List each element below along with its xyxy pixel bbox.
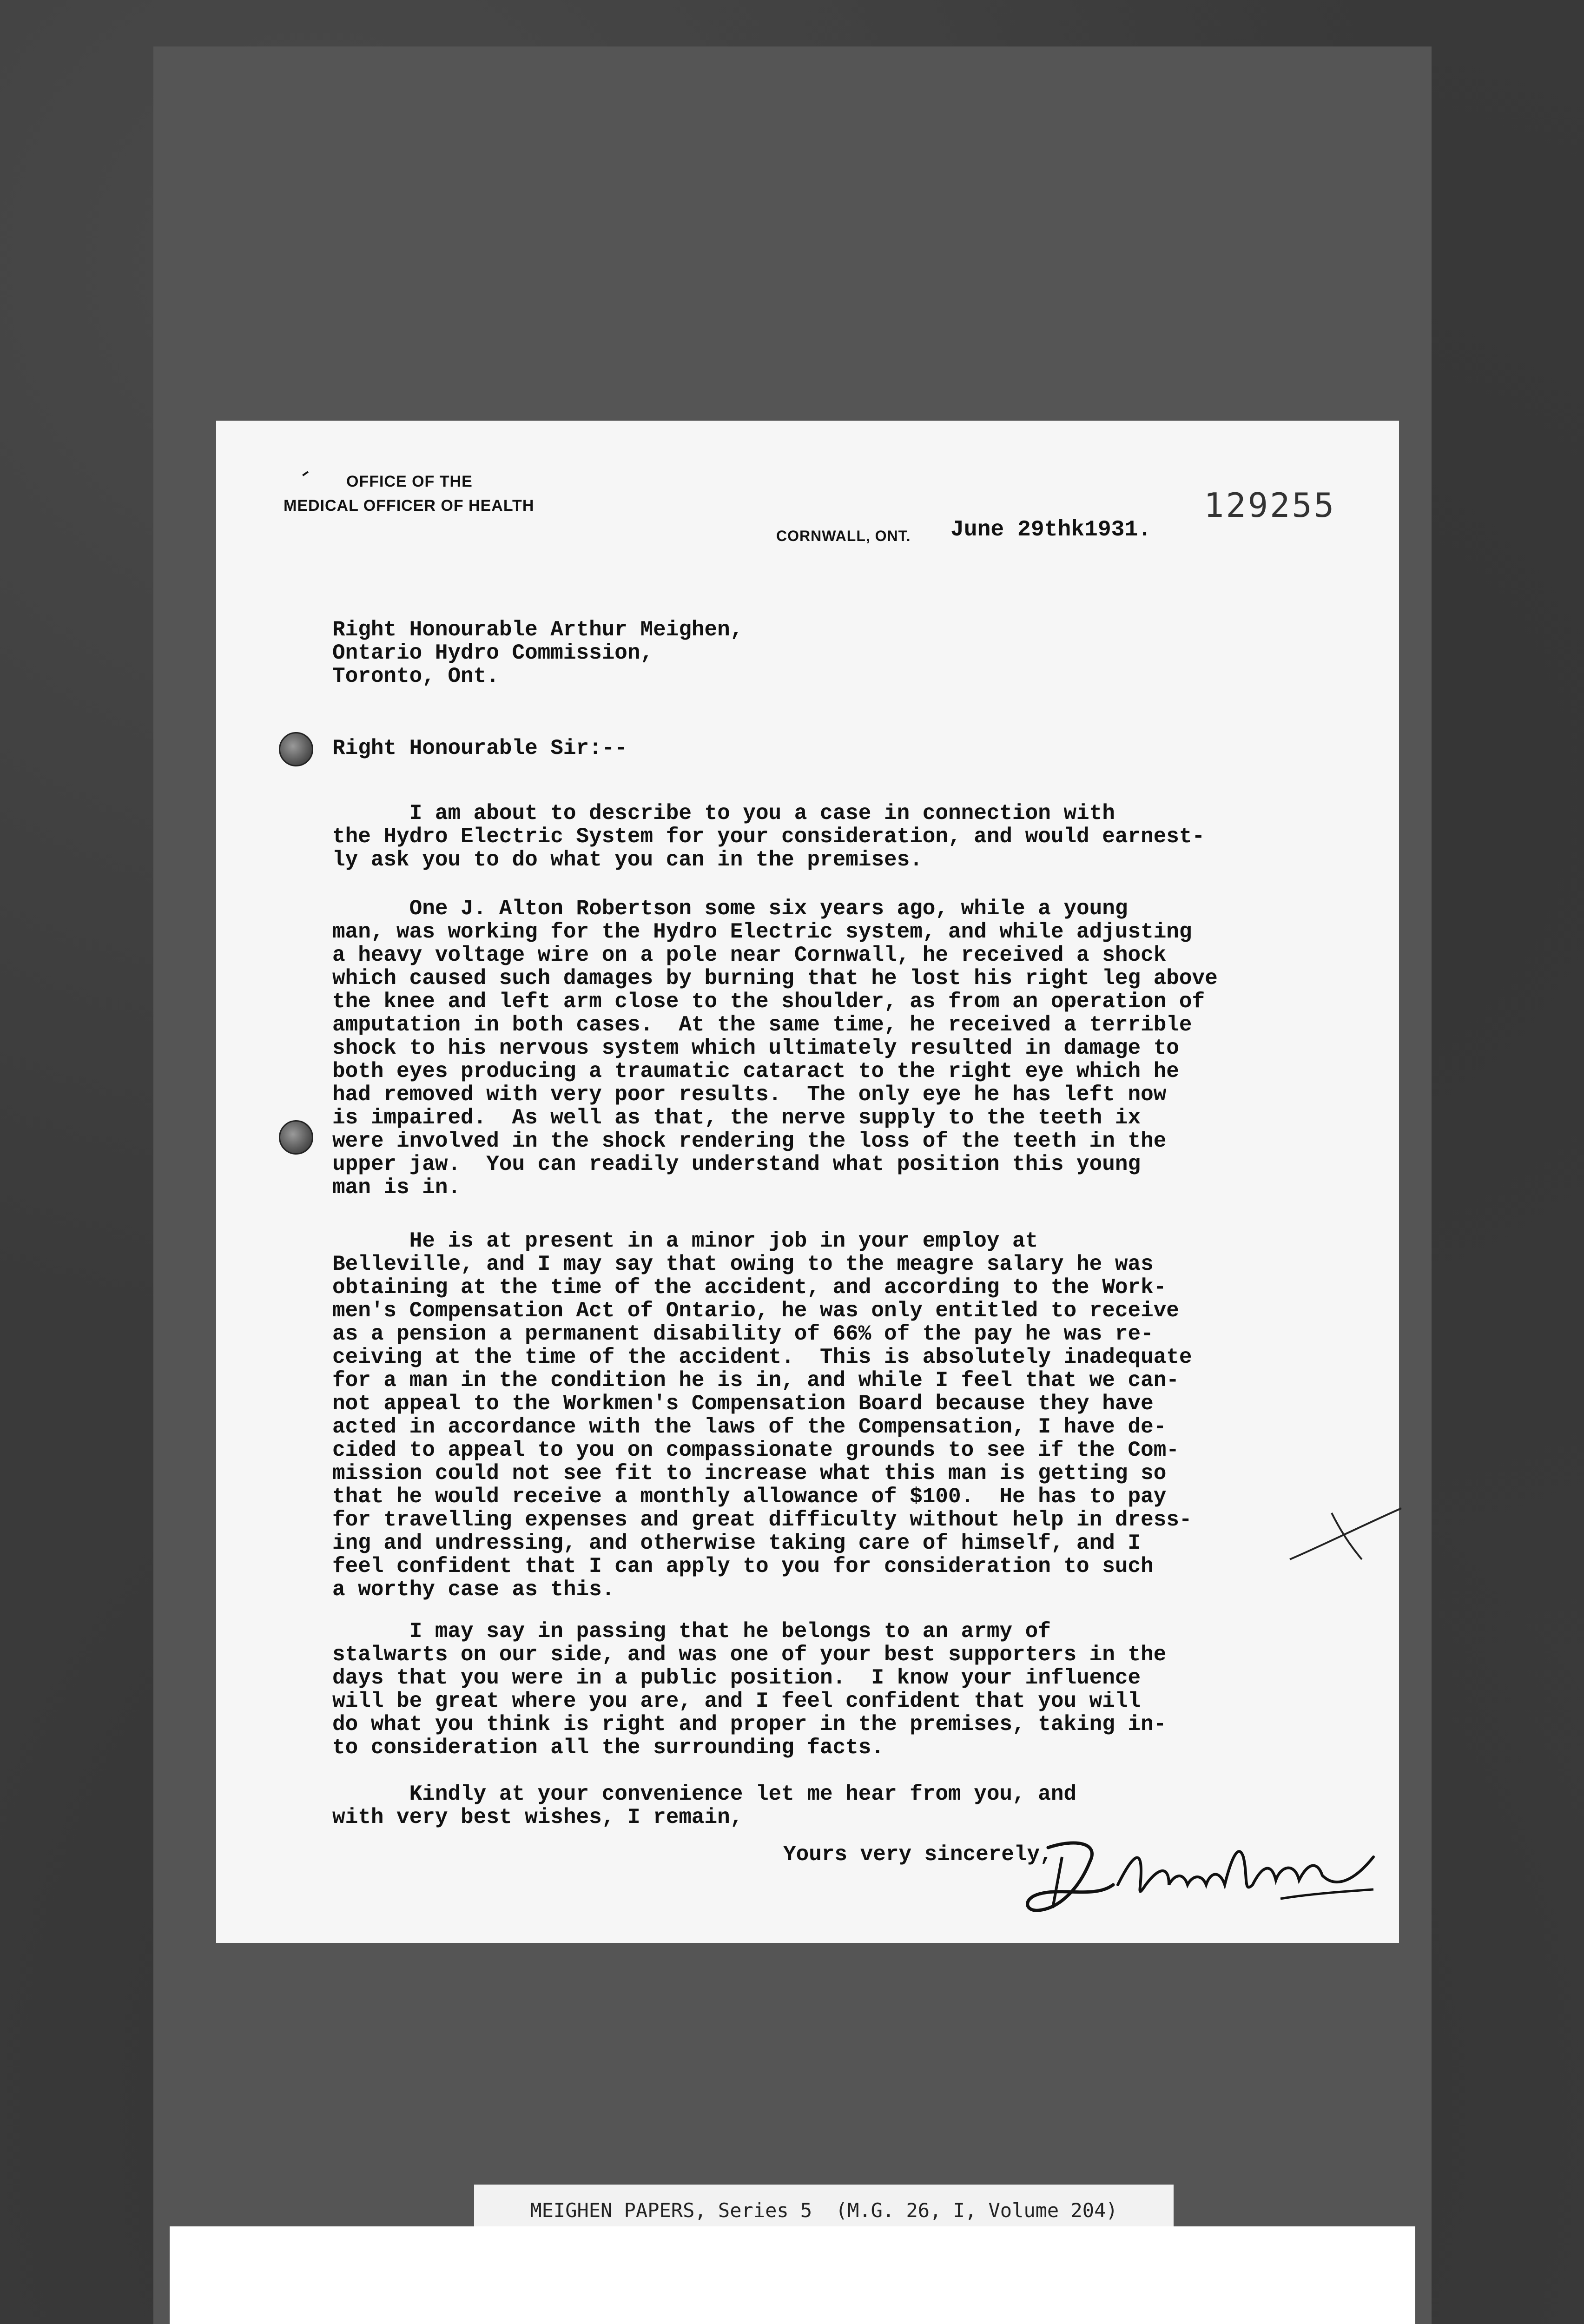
- paragraph-3: [332, 1229, 1192, 1601]
- text-line: to consideration all the surrounding facts.: [332, 1736, 884, 1760]
- text-line: as a pension a permanent disability of 66% of the pay he was re-: [332, 1322, 1154, 1346]
- text-line: I am about to describe to you a case in connection with: [332, 801, 1115, 825]
- text-line: a worthy case as this.: [332, 1578, 615, 1602]
- text-line: man, was working for the Hydro Electric system, and while adjusting: [332, 920, 1192, 944]
- text-line: which caused such damages by burning that he lost his right leg above: [332, 966, 1218, 990]
- text-line: do what you think is right and proper in the premises, taking in-: [332, 1712, 1167, 1736]
- text-line: is impaired. As well as that, the nerve supply to the teeth ix: [332, 1106, 1141, 1130]
- text-line: with very best wishes, I remain,: [332, 1805, 743, 1829]
- text-line: He is at present in a minor job in your employ at: [332, 1229, 1038, 1253]
- text-line: upper jaw. You can readily understand what position this young: [332, 1152, 1141, 1176]
- text-line: a heavy voltage wire on a pole near Cornwall, he received a shock: [332, 943, 1167, 967]
- text-line: not appeal to the Workmen's Compensation Board because they have: [332, 1392, 1154, 1416]
- letterhead-line-2: MEDICAL OFFICER OF HEALTH: [284, 497, 535, 515]
- text-line: I may say in passing that he belongs to an army of: [332, 1619, 1051, 1644]
- text-line: mission could not see fit to increase what this man is getting so: [332, 1461, 1167, 1486]
- public-archives-panel: [170, 2226, 1415, 2324]
- text-line: the Hydro Electric System for your consideration, and would earnest-: [332, 825, 1205, 849]
- text-line: acted in accordance with the laws of the Compensation, I have de-: [332, 1415, 1167, 1439]
- text-line: days that you were in a public position. I know your influence: [332, 1666, 1141, 1690]
- text-line: for a man in the condition he is in, and while I feel that we can-: [332, 1368, 1179, 1393]
- address-line: Right Honourable Arthur Meighen,: [332, 618, 743, 642]
- archive-reference-label: MEIGHEN PAPERS, Series 5 (M.G. 26, I, Volume 204): [474, 2185, 1174, 2236]
- paragraph-2: [332, 897, 1218, 1199]
- punch-hole-top: [279, 732, 313, 766]
- paragraph-1: [332, 802, 1205, 872]
- text-line: the knee and left arm close to the shoulder, as from an operation of: [332, 990, 1205, 1014]
- text-line: that he would receive a monthly allowance of $100. He has to pay: [332, 1485, 1167, 1509]
- paragraph-4: [332, 1620, 1166, 1759]
- text-line: man is in.: [332, 1175, 461, 1200]
- letter-date: June 29thk1931.: [950, 517, 1152, 542]
- salutation: Right Honourable Sir:--: [332, 736, 627, 760]
- text-line: were involved in the shock rendering the loss of the teeth in the: [332, 1129, 1167, 1153]
- text-line: men's Compensation Act of Ontario, he was only entitled to receive: [332, 1299, 1179, 1323]
- closing: Yours very sincerely,: [783, 1842, 1053, 1867]
- document-number-stamp: 129255: [1204, 486, 1336, 525]
- letter-page: [216, 421, 1399, 1943]
- text-line: ceiving at the time of the accident. This is absolutely inadequate: [332, 1345, 1192, 1369]
- address-line: Ontario Hydro Commission,: [332, 641, 653, 665]
- handwritten-signature: [1020, 1829, 1392, 1922]
- paragraph-5: [332, 1783, 1076, 1829]
- letterhead: [284, 469, 534, 518]
- pencil-cross-mark: [1280, 1494, 1411, 1569]
- text-line: stalwarts on our side, and was one of your best supporters in the: [332, 1643, 1167, 1667]
- text-line: feel confident that I can apply to you for consideration to such: [332, 1554, 1154, 1578]
- letterhead-line-1: OFFICE OF THE: [346, 473, 473, 490]
- text-line: both eyes producing a traumatic cataract to the right eye which he: [332, 1059, 1179, 1083]
- text-line: ly ask you to do what you can in the premises.: [332, 848, 923, 872]
- text-line: for travelling expenses and great difficulty without help in dress-: [332, 1508, 1192, 1532]
- text-line: ing and undressing, and otherwise taking care of himself, and I: [332, 1531, 1141, 1555]
- letterhead-city: CORNWALL, ONT.: [776, 528, 911, 544]
- text-line: Kindly at your convenience let me hear from you, and: [332, 1782, 1077, 1806]
- recipient-address: [332, 618, 743, 688]
- text-line: had removed with very poor results. The only eye he has left now: [332, 1083, 1167, 1107]
- text-line: will be great where you are, and I feel confident that you will: [332, 1689, 1141, 1713]
- text-line: cided to appeal to you on compassionate grounds to see if the Com-: [332, 1438, 1179, 1462]
- punch-hole-bottom: [279, 1120, 313, 1155]
- address-line: Toronto, Ont.: [332, 664, 499, 688]
- text-line: obtaining at the time of the accident, and according to the Work-: [332, 1275, 1167, 1300]
- text-line: amputation in both cases. At the same time, he received a terrible: [332, 1013, 1192, 1037]
- text-line: Belleville, and I may say that owing to the meagre salary he was: [332, 1252, 1154, 1276]
- text-line: One J. Alton Robertson some six years ago, while a young: [332, 897, 1128, 921]
- text-line: shock to his nervous system which ultimately resulted in damage to: [332, 1036, 1179, 1060]
